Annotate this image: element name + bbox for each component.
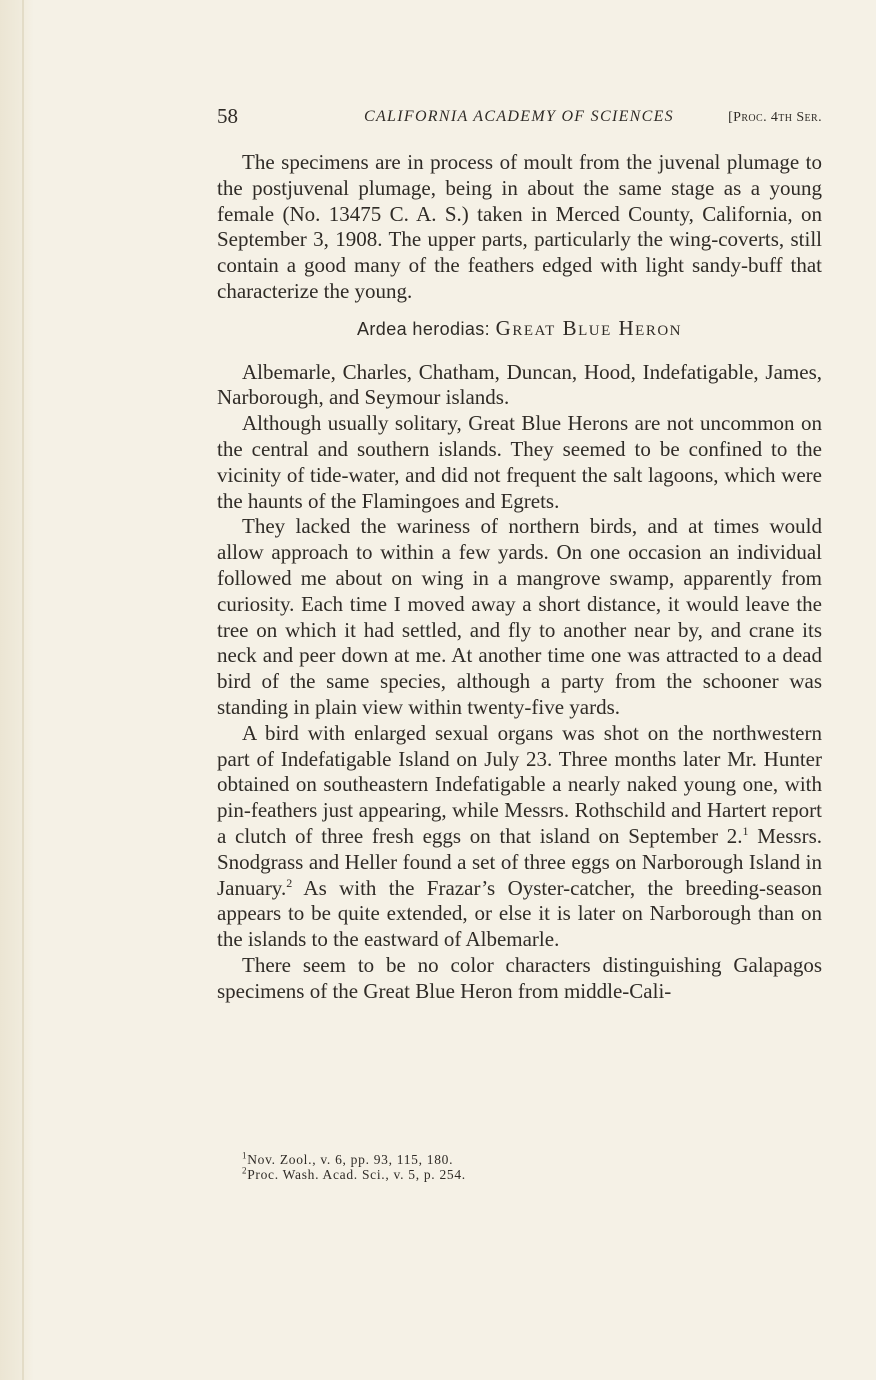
footnote-ref-2: 2 [286,875,293,890]
series-label: [Proc. 4th Ser. [728,110,822,125]
body-text [217,150,822,1005]
common-name: Great Blue Heron [495,315,682,340]
footnote [242,1167,802,1182]
footnote-text: Nov. Zool., v. 6, pp. 93, 115, 180. [247,1152,454,1167]
paragraph-color: There seem to be no color characters distinguishing Galapagos specimens of the Great Blue Heron from middle-Cali- [217,952,822,1003]
paragraph-distribution: Although usually solitary, Great Blue Herons are not uncommon on the central and southern islands. They seemed to be confined to the vicinity of tide-water, and did not frequent the salt lagoons, which were the haunts of the Flamingoes and Egrets. [217,411,822,513]
footnotes [242,1152,802,1182]
breeding-text-a: A bird with enlarged sexual organs was shot on the northwestern part of Indefatigable Island on July 23. Three months later Mr. Hunter obtained on southeastern Indefatigable a nearly naked young one, with pin-feathers just appearing, while Messrs. Rothschild and Hartert report a clutch of three fresh eggs on that island on September 2. [217,720,822,848]
paragraph-breeding [217,721,822,953]
footnote-marker: 1 [242,1150,248,1161]
paragraph-localities: Albemarle, Charles, Chatham, Duncan, Hood, Indefatigable, James, Narborough, and Seymour islands. [217,359,822,410]
breeding-text-c: As with the Frazar’s Oyster-catcher, the breeding-season appears to be quite extended, or else it is later on Narborough than on the islands to the eastward of Albemarle. [217,875,822,952]
footnote-marker: 2 [242,1165,248,1176]
species-heading [217,316,822,343]
journal-title: CALIFORNIA ACADEMY OF SCIENCES [364,108,674,125]
page-edge [22,0,24,1380]
paragraph-behavior: They lacked the wariness of northern birds, and at times would allow approach to within a few yards. On one occasion an individual followed me about on wing in a mangrove swamp, apparently from curiosity. Each time I moved away a short distance, it would leave the tree on which it had settled, and fly to another near by, and crane its neck and peer down at me. At another time one was attracted to a dead bird of the same species, although a party from the schooner was standing in plain view within twenty-five yards. [217,514,822,719]
footnote-ref-1: 1 [742,823,749,838]
page-number: 58 [217,104,238,128]
footnote [242,1152,802,1167]
breeding-text-b: Messrs. Snodgrass and Heller found a set of three eggs on Narborough Island in January. [217,823,822,900]
footnote-text: Proc. Wash. Acad. Sci., v. 5, p. 254. [247,1167,466,1182]
paragraph-moult: The specimens are in process of moult from the juvenal plumage to the postjuvenal plumage, being in about the same stage as a young female (No. 13475 C. A. S.) taken in Merced County, California, on September 3, 1908. The upper parts, particularly the wing-coverts, still contain a good many of the feathers edged with light sandy-buff that characterize the young. [217,150,822,303]
binding-shadow [0,0,34,1380]
species-name: Ardea herodias: [357,318,491,339]
running-head [217,104,822,130]
